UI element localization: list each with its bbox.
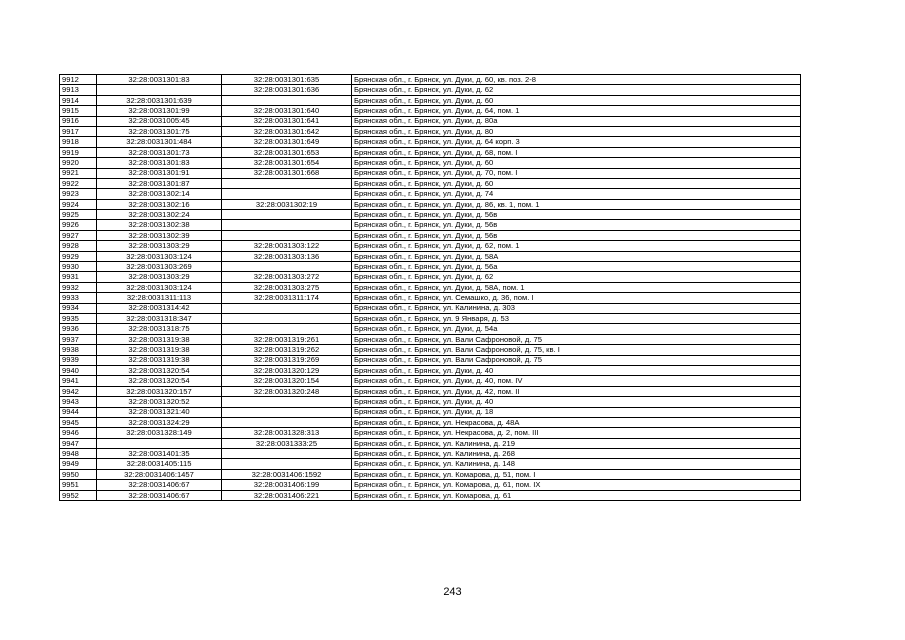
address-cell: Брянская обл., г. Брянск, ул. Дуки, д. 60: [352, 158, 801, 168]
row-number-cell: 9925: [60, 210, 97, 220]
table-row: [60, 480, 801, 490]
cadastral-number-cell: 32:28:0031303:269: [97, 262, 222, 272]
cadastral-number-cell: 32:28:0031319:38: [97, 334, 222, 344]
object-cadastral-number-cell: [222, 459, 352, 469]
cadastral-number-cell: 32:28:0031406:67: [97, 490, 222, 500]
row-number-cell: 9942: [60, 386, 97, 396]
table-row: [60, 428, 801, 438]
table-row: [60, 75, 801, 85]
row-number-cell: 9948: [60, 449, 97, 459]
address-cell: Брянская обл., г. Брянск, ул. Дуки, д. 40, пом. IV: [352, 376, 801, 386]
address-cell: Брянская обл., г. Брянск, ул. Дуки, д. 74: [352, 189, 801, 199]
table-row: [60, 168, 801, 178]
cadastral-number-cell: 32:28:0031303:29: [97, 272, 222, 282]
table-row: [60, 293, 801, 303]
row-number-cell: 9947: [60, 438, 97, 448]
row-number-cell: 9936: [60, 324, 97, 334]
table-row: [60, 189, 801, 199]
object-cadastral-number-cell: 32:28:0031301:654: [222, 158, 352, 168]
row-number-cell: 9919: [60, 147, 97, 157]
address-cell: Брянская обл., г. Брянск, ул. Дуки, д. 40: [352, 365, 801, 375]
cadastral-number-cell: 32:28:0031303:124: [97, 282, 222, 292]
address-cell: Брянская обл., г. Брянск, ул. Дуки, д. 18: [352, 407, 801, 417]
table-row: [60, 282, 801, 292]
address-cell: Брянская обл., г. Брянск, ул. Дуки, д. 58А, пом. 1: [352, 282, 801, 292]
row-number-cell: 9927: [60, 230, 97, 240]
cadastral-number-cell: 32:28:0031302:39: [97, 230, 222, 240]
address-cell: Брянская обл., г. Брянск, ул. Комарова, д. 61, пом. IX: [352, 480, 801, 490]
object-cadastral-number-cell: [222, 262, 352, 272]
table-row: [60, 116, 801, 126]
table-row: [60, 376, 801, 386]
cadastral-number-cell: 32:28:0031303:29: [97, 241, 222, 251]
cadastral-number-cell: 32:28:0031318:347: [97, 313, 222, 323]
row-number-cell: 9928: [60, 241, 97, 251]
table-row: [60, 210, 801, 220]
cadastral-number-cell: 32:28:0031321:40: [97, 407, 222, 417]
row-number-cell: 9932: [60, 282, 97, 292]
object-cadastral-number-cell: [222, 324, 352, 334]
table-row: [60, 386, 801, 396]
object-cadastral-number-cell: [222, 313, 352, 323]
object-cadastral-number-cell: 32:28:0031406:221: [222, 490, 352, 500]
object-cadastral-number-cell: 32:28:0031333:25: [222, 438, 352, 448]
cadastral-number-cell: 32:28:0031301:91: [97, 168, 222, 178]
table-row: [60, 251, 801, 261]
row-number-cell: 9929: [60, 251, 97, 261]
cadastral-number-cell: 32:28:0031302:24: [97, 210, 222, 220]
address-cell: Брянская обл., г. Брянск, ул. Вали Сафроновой, д. 75, кв. I: [352, 345, 801, 355]
row-number-cell: 9912: [60, 75, 97, 85]
object-cadastral-number-cell: [222, 210, 352, 220]
row-number-cell: 9941: [60, 376, 97, 386]
cadastral-number-cell: 32:28:0031328:149: [97, 428, 222, 438]
cadastral-number-cell: 32:28:0031301:83: [97, 158, 222, 168]
table-row: [60, 313, 801, 323]
object-cadastral-number-cell: [222, 189, 352, 199]
address-cell: Брянская обл., г. Брянск, ул. Дуки, д. 40: [352, 397, 801, 407]
object-cadastral-number-cell: [222, 397, 352, 407]
cadastral-number-cell: 32:28:0031319:38: [97, 355, 222, 365]
object-cadastral-number-cell: 32:28:0031406:1592: [222, 469, 352, 479]
object-cadastral-number-cell: 32:28:0031319:269: [222, 355, 352, 365]
address-cell: Брянская обл., г. Брянск, ул. Дуки, д. 54а: [352, 324, 801, 334]
page-number: 243: [443, 586, 462, 598]
cadastral-number-cell: 32:28:0031302:38: [97, 220, 222, 230]
cadastral-number-cell: 32:28:0031301:73: [97, 147, 222, 157]
table-row: [60, 262, 801, 272]
row-number-cell: 9914: [60, 95, 97, 105]
table-row: [60, 355, 801, 365]
cadastral-number-cell: 32:28:0031005:45: [97, 116, 222, 126]
row-number-cell: 9918: [60, 137, 97, 147]
table-row: [60, 147, 801, 157]
row-number-cell: 9917: [60, 126, 97, 136]
table-row: [60, 397, 801, 407]
address-cell: Брянская обл., г. Брянск, ул. Дуки, д. 60: [352, 95, 801, 105]
table-row: [60, 158, 801, 168]
cadastral-number-cell: 32:28:0031302:14: [97, 189, 222, 199]
row-number-cell: 9938: [60, 345, 97, 355]
table-row: [60, 438, 801, 448]
address-cell: Брянская обл., г. Брянск, ул. Дуки, д. 62: [352, 272, 801, 282]
row-number-cell: 9923: [60, 189, 97, 199]
row-number-cell: 9915: [60, 106, 97, 116]
object-cadastral-number-cell: 32:28:0031320:154: [222, 376, 352, 386]
table-row: [60, 220, 801, 230]
object-cadastral-number-cell: [222, 230, 352, 240]
address-cell: Брянская обл., г. Брянск, ул. Дуки, д. 56а: [352, 262, 801, 272]
address-cell: Брянская обл., г. Брянск, ул. Комарова, д. 51, пом. I: [352, 469, 801, 479]
object-cadastral-number-cell: 32:28:0031301:653: [222, 147, 352, 157]
object-cadastral-number-cell: [222, 407, 352, 417]
cadastral-number-cell: 32:28:0031311:113: [97, 293, 222, 303]
object-cadastral-number-cell: 32:28:0031301:668: [222, 168, 352, 178]
table-row: [60, 334, 801, 344]
address-cell: Брянская обл., г. Брянск, ул. Дуки, д. 62, пом. 1: [352, 241, 801, 251]
object-cadastral-number-cell: [222, 178, 352, 188]
row-number-cell: 9949: [60, 459, 97, 469]
cadastral-number-cell: 32:28:0031302:16: [97, 199, 222, 209]
row-number-cell: 9939: [60, 355, 97, 365]
cadastral-number-cell: 32:28:0031320:54: [97, 376, 222, 386]
address-cell: Брянская обл., г. Брянск, ул. Калинина, д. 268: [352, 449, 801, 459]
object-cadastral-number-cell: 32:28:0031301:640: [222, 106, 352, 116]
table-row: [60, 345, 801, 355]
cadastral-number-cell: 32:28:0031324:29: [97, 417, 222, 427]
table-row: [60, 126, 801, 136]
address-cell: Брянская обл., г. Брянск, ул. Дуки, д. 42, пом. II: [352, 386, 801, 396]
address-cell: Брянская обл., г. Брянск, ул. 9 Января, д. 53: [352, 313, 801, 323]
table-row: [60, 85, 801, 95]
cadastral-number-cell: 32:28:0031301:87: [97, 178, 222, 188]
address-cell: Брянская обл., г. Брянск, ул. Некрасова, д. 2, пом. III: [352, 428, 801, 438]
cadastral-number-cell: 32:28:0031301:639: [97, 95, 222, 105]
object-cadastral-number-cell: 32:28:0031303:122: [222, 241, 352, 251]
cadastral-number-cell: 32:28:0031314:42: [97, 303, 222, 313]
row-number-cell: 9946: [60, 428, 97, 438]
row-number-cell: 9950: [60, 469, 97, 479]
cadastral-number-cell: 32:28:0031301:75: [97, 126, 222, 136]
registry-table: [59, 74, 801, 501]
address-cell: Брянская обл., г. Брянск, ул. Дуки, д. 80а: [352, 116, 801, 126]
table-row: [60, 241, 801, 251]
cadastral-number-cell: 32:28:0031406:1457: [97, 469, 222, 479]
row-number-cell: 9937: [60, 334, 97, 344]
object-cadastral-number-cell: 32:28:0031319:261: [222, 334, 352, 344]
row-number-cell: 9931: [60, 272, 97, 282]
address-cell: Брянская обл., г. Брянск, ул. Дуки, д. 62: [352, 85, 801, 95]
object-cadastral-number-cell: [222, 220, 352, 230]
address-cell: Брянская обл., г. Брянск, ул. Дуки, д. 56в: [352, 220, 801, 230]
object-cadastral-number-cell: 32:28:0031311:174: [222, 293, 352, 303]
object-cadastral-number-cell: [222, 95, 352, 105]
row-number-cell: 9943: [60, 397, 97, 407]
cadastral-number-cell: 32:28:0031320:157: [97, 386, 222, 396]
row-number-cell: 9922: [60, 178, 97, 188]
row-number-cell: 9934: [60, 303, 97, 313]
address-cell: Брянская обл., г. Брянск, ул. Дуки, д. 58А: [352, 251, 801, 261]
table-row: [60, 230, 801, 240]
row-number-cell: 9935: [60, 313, 97, 323]
row-number-cell: 9926: [60, 220, 97, 230]
cadastral-number-cell: [97, 438, 222, 448]
object-cadastral-number-cell: [222, 303, 352, 313]
row-number-cell: 9924: [60, 199, 97, 209]
address-cell: Брянская обл., г. Брянск, ул. Дуки, д. 86, кв. 1, пом. 1: [352, 199, 801, 209]
table-row: [60, 417, 801, 427]
cadastral-number-cell: 32:28:0031320:54: [97, 365, 222, 375]
address-cell: Брянская обл., г. Брянск, ул. Калинина, д. 219: [352, 438, 801, 448]
cadastral-number-cell: 32:28:0031401:35: [97, 449, 222, 459]
object-cadastral-number-cell: 32:28:0031301:641: [222, 116, 352, 126]
address-cell: Брянская обл., г. Брянск, ул. Дуки, д. 60: [352, 178, 801, 188]
table-row: [60, 178, 801, 188]
table-row: [60, 324, 801, 334]
address-cell: Брянская обл., г. Брянск, ул. Вали Сафроновой, д. 75: [352, 355, 801, 365]
row-number-cell: 9930: [60, 262, 97, 272]
cadastral-number-cell: 32:28:0031318:75: [97, 324, 222, 334]
object-cadastral-number-cell: 32:28:0031301:636: [222, 85, 352, 95]
address-cell: Брянская обл., г. Брянск, ул. Дуки, д. 56в: [352, 210, 801, 220]
object-cadastral-number-cell: 32:28:0031302:19: [222, 199, 352, 209]
object-cadastral-number-cell: 32:28:0031303:275: [222, 282, 352, 292]
row-number-cell: 9916: [60, 116, 97, 126]
table-row: [60, 490, 801, 500]
table-row: [60, 95, 801, 105]
row-number-cell: 9951: [60, 480, 97, 490]
object-cadastral-number-cell: 32:28:0031328:313: [222, 428, 352, 438]
table-row: [60, 459, 801, 469]
row-number-cell: 9945: [60, 417, 97, 427]
table-row: [60, 137, 801, 147]
object-cadastral-number-cell: 32:28:0031406:199: [222, 480, 352, 490]
address-cell: Брянская обл., г. Брянск, ул. Дуки, д. 80: [352, 126, 801, 136]
cadastral-number-cell: 32:28:0031301:83: [97, 75, 222, 85]
object-cadastral-number-cell: 32:28:0031303:272: [222, 272, 352, 282]
object-cadastral-number-cell: 32:28:0031303:136: [222, 251, 352, 261]
cadastral-number-cell: 32:28:0031303:124: [97, 251, 222, 261]
table-row: [60, 469, 801, 479]
cadastral-number-cell: 32:28:0031320:52: [97, 397, 222, 407]
address-cell: Брянская обл., г. Брянск, ул. Дуки, д. 68, пом. I: [352, 147, 801, 157]
row-number-cell: 9913: [60, 85, 97, 95]
table-row: [60, 303, 801, 313]
cadastral-number-cell: 32:28:0031405:115: [97, 459, 222, 469]
cadastral-number-cell: 32:28:0031406:67: [97, 480, 222, 490]
address-cell: Брянская обл., г. Брянск, ул. Семашко, д. 36, пом. I: [352, 293, 801, 303]
address-cell: Брянская обл., г. Брянск, ул. Комарова, д. 61: [352, 490, 801, 500]
table-row: [60, 449, 801, 459]
object-cadastral-number-cell: 32:28:0031301:642: [222, 126, 352, 136]
object-cadastral-number-cell: 32:28:0031301:649: [222, 137, 352, 147]
address-cell: Брянская обл., г. Брянск, ул. Калинина, д. 303: [352, 303, 801, 313]
table-row: [60, 365, 801, 375]
object-cadastral-number-cell: 32:28:0031301:635: [222, 75, 352, 85]
cadastral-number-cell: 32:28:0031319:38: [97, 345, 222, 355]
object-cadastral-number-cell: [222, 449, 352, 459]
cadastral-number-cell: 32:28:0031301:99: [97, 106, 222, 116]
object-cadastral-number-cell: 32:28:0031320:248: [222, 386, 352, 396]
cadastral-number-cell: [97, 85, 222, 95]
row-number-cell: 9944: [60, 407, 97, 417]
address-cell: Брянская обл., г. Брянск, ул. Дуки, д. 56в: [352, 230, 801, 240]
table-row: [60, 272, 801, 282]
row-number-cell: 9933: [60, 293, 97, 303]
address-cell: Брянская обл., г. Брянск, ул. Вали Сафроновой, д. 75: [352, 334, 801, 344]
address-cell: Брянская обл., г. Брянск, ул. Дуки, д. 60, кв. поз. 2-8: [352, 75, 801, 85]
table-row: [60, 199, 801, 209]
cadastral-number-cell: 32:28:0031301:484: [97, 137, 222, 147]
registry-table-body: [60, 75, 801, 501]
table-row: [60, 106, 801, 116]
address-cell: Брянская обл., г. Брянск, ул. Дуки, д. 70, пом. I: [352, 168, 801, 178]
table-row: [60, 407, 801, 417]
object-cadastral-number-cell: [222, 417, 352, 427]
row-number-cell: 9921: [60, 168, 97, 178]
row-number-cell: 9920: [60, 158, 97, 168]
object-cadastral-number-cell: 32:28:0031319:262: [222, 345, 352, 355]
object-cadastral-number-cell: 32:28:0031320:129: [222, 365, 352, 375]
row-number-cell: 9940: [60, 365, 97, 375]
address-cell: Брянская обл., г. Брянск, ул. Дуки, д. 64 корп. 3: [352, 137, 801, 147]
address-cell: Брянская обл., г. Брянск, ул. Дуки, д. 64, пом. 1: [352, 106, 801, 116]
address-cell: Брянская обл., г. Брянск, ул. Калинина, д. 148: [352, 459, 801, 469]
address-cell: Брянская обл., г. Брянск, ул. Некрасова, д. 48А: [352, 417, 801, 427]
row-number-cell: 9952: [60, 490, 97, 500]
